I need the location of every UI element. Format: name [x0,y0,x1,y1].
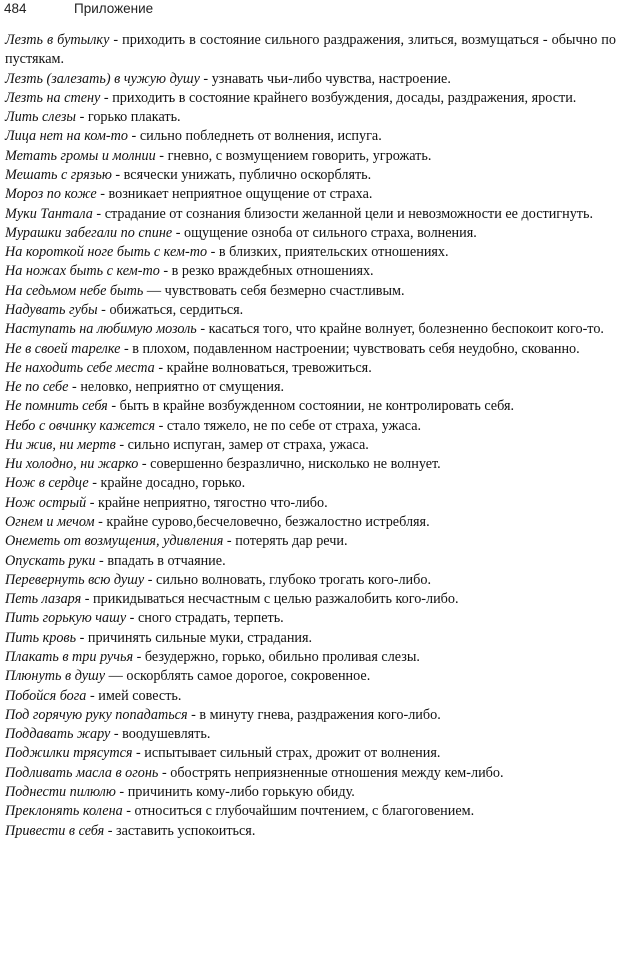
idiom-entry [5,783,616,802]
idiom-entry [5,127,616,146]
idiom-definition: воодушевлять. [122,726,211,743]
idiom-entry [5,147,616,166]
idiom-separator: - [128,128,140,145]
idiom-definition: быть в крайне возбужденном состоянии, не контролировать себя. [119,398,515,415]
idiom-term: Плюнуть в душу [5,668,106,685]
idiom-entry [5,513,616,532]
idiom-entry [5,224,616,243]
idiom-term: Ни холодно, ни жарко [5,456,139,473]
idiom-entry [5,70,616,89]
idiom-term: Привести в себя [5,822,105,839]
idiom-separator: - [138,456,151,473]
idiom-entry [5,378,616,397]
idiom-definition: всячески унижать, публично оскорблять. [123,166,372,183]
idiom-definition: ощущение озноба от сильного страха, волнения. [184,224,477,241]
idiom-separator: - [81,591,94,608]
idiom-definition: неловко, неприятно от смущения. [80,379,285,396]
idiom-definition: страдание от сознания близости желанной цели и невозможности ее достигнуть. [104,205,594,222]
idiom-entry [5,629,616,648]
idiom-term: Лезть на стену [5,89,101,106]
idiom-term: Лить слезы [5,109,77,126]
idiom-definition: оскорблять самое дорогое, сокровенное. [126,668,371,685]
idiom-term: Не находить себе места [5,359,155,376]
idiom-term: Небо с овчинку кажется [5,417,156,434]
idiom-definition: в близких, приятельских отношениях. [218,244,449,261]
idiom-separator: - [115,436,128,453]
idiom-separator: - [68,379,81,396]
idiom-entry [5,455,616,474]
idiom-definition: сного страдать, терпеть. [137,610,284,627]
idiom-term: Опускать руки [5,552,96,569]
idiom-term: Нож в сердце [5,475,89,492]
idiom-definition: сильно побледнеть от волнения, испуга. [139,128,382,145]
idiom-separator: - [86,494,98,511]
idiom-term: Огнем и мечом [5,514,95,531]
idiom-definition: потерять дар речи. [235,533,348,550]
idiom-entry [5,494,616,513]
idiom-separator: - [96,186,109,203]
idiom-entry [5,571,616,590]
idiom-separator: - [92,205,105,222]
idiom-definition: в минуту гнева, раздражения кого-либо. [199,706,441,723]
idiom-entry [5,89,616,108]
idiom-separator: - [159,263,172,280]
idiom-separator: - [110,726,123,743]
idiom-separator: - [126,610,138,627]
idiom-definition: имей совесть. [98,687,182,704]
idiom-entry [5,552,616,571]
page-header [4,1,153,19]
idiom-term: Не в своей тарелке [5,340,121,357]
idiom-separator: - [115,783,128,800]
idiom-term: Метать громы и молнии [5,147,156,164]
idiom-entry [5,609,616,628]
idiom-term: Наступать на любимую мозоль [5,321,197,338]
idiom-definition: безудержно, горько, обильно проливая слезы. [144,649,420,665]
idiom-term: Перевернуть всю душу [5,571,145,588]
idiom-definition: в резко враждебных отношениях. [171,263,374,280]
idiom-separator: — [143,282,165,299]
idiom-definition: прикидываться несчастным с целью разжалобить кого-либо. [93,591,459,608]
idiom-definition: чувствовать себя безмерно счастливым. [164,282,405,299]
idiom-entry [5,744,616,763]
idiom-entry [5,301,616,320]
idiom-term: Мурашки забегали по спине [5,224,173,241]
idiom-definition: сильно волновать, глубоко трогать кого-либо. [156,571,431,588]
idiom-entry [5,687,616,706]
idiom-term: Побойся бога [5,687,87,704]
idiom-term: Не помнить себя [5,398,108,415]
idiom-separator: - [132,745,145,762]
idiom-separator: - [154,359,167,376]
idiom-definition: приходить в состояние сильного раздражения, злиться, возмущаться - обычно по пустякам. [5,32,616,68]
idiom-entry [5,397,616,416]
idiom-term: Лезть (залезать) в чужую душу [5,70,200,87]
idiom-definition: обижаться, сердиться. [109,301,244,318]
idiom-term: Онеметь от возмущения, удивления [5,533,224,550]
page-number: 484 [4,1,27,16]
idiom-separator: - [223,533,236,550]
idiom-term: Лезть в бутылку [5,32,110,48]
idiom-entry [5,436,616,455]
idiom-separator: - [86,687,99,704]
idiom-definition: узнавать чьи-либо чувства, настроение. [211,70,451,87]
idiom-separator: - [207,244,219,261]
idiom-entry [5,648,616,667]
idiom-entry [5,282,616,301]
idiom-term: Поднести пилюлю [5,783,116,800]
idiom-definition: заставить успокоиться. [116,822,256,839]
idiom-definition: впадать в отчаяние. [107,552,226,569]
idiom-term: Плакать в три ручья [5,649,134,665]
idiom-term: Мороз по коже [5,186,97,203]
idiom-separator: - [122,803,135,820]
idiom-entry [5,320,616,339]
idiom-entry [5,166,616,185]
idiom-entry [5,532,616,551]
idiom-entry [5,243,616,262]
idiom-entry [5,108,616,127]
idiom-term: На седьмом небе быть [5,282,144,299]
idiom-separator: - [155,417,167,434]
idiom-definition: крайне волноваться, тревожиться. [166,359,372,376]
idiom-separator: - [172,224,185,241]
idiom-separator: - [97,301,110,318]
idiom-term: На короткой ноге быть с кем-то [5,244,208,261]
idiom-entry [5,725,616,744]
idiom-separator: - [199,70,212,87]
idiom-entry [5,185,616,204]
idiom-entry [5,340,616,359]
idiom-term: Нож острый [5,494,87,511]
idiom-separator: - [196,321,209,338]
idiom-term: Петь лазаря [5,591,82,608]
idiom-definition: крайне досадно, горько. [100,475,246,492]
running-title: Приложение [74,1,154,16]
idiom-entry [5,667,616,686]
idiom-definition: касаться того, что крайне волнует, болезненно беспокоит кого-то. [208,321,604,338]
idiom-term: Надувать губы [5,301,98,318]
idiom-definition: стало тяжело, не по себе от страха, ужаса. [166,417,422,434]
idiom-entry [5,474,616,493]
idiom-definition: крайне неприятно, тягостно что-либо. [98,494,328,511]
idiom-definition: обострять неприязненные отношения между кем-либо. [170,764,504,781]
idiom-separator: - [76,109,88,126]
idiom-term: Пить горькую чашу [5,610,127,627]
idiom-separator: - [120,340,133,357]
idiom-list [5,31,616,841]
idiom-definition: относиться с глубочайшим почтением, с благоговением. [134,803,475,820]
idiom-separator: - [111,166,124,183]
idiom-definition: причинить кому-либо горькую обиду. [127,783,355,800]
idiom-entry [5,262,616,281]
idiom-definition: испытывает сильный страх, дрожит от волнения. [144,745,441,762]
idiom-definition: горько плакать. [87,109,181,126]
idiom-separator: - [94,514,107,531]
idiom-term: Ни жив, ни мертв [5,436,116,453]
idiom-separator: - [100,89,113,106]
idiom-entry [5,764,616,783]
idiom-definition: причинять сильные муки, страдания. [87,629,313,646]
idiom-definition: приходить в состояние крайнего возбуждения, досады, раздражения, ярости. [112,89,577,106]
idiom-entry [5,802,616,821]
idiom-separator: - [76,629,88,646]
idiom-separator: - [155,147,168,164]
idiom-separator: - [158,764,171,781]
idiom-term: Лица нет на ком-то [5,128,128,145]
idiom-term: Поддавать жару [5,726,111,743]
idiom-separator: — [105,668,127,685]
idiom-separator: - [109,32,123,48]
idiom-definition: крайне сурово,бесчеловечно, безжалостно истребляя. [106,514,430,531]
idiom-definition: гневно, с возмущением говорить, угрожать. [167,147,432,164]
idiom-separator: - [104,822,117,839]
idiom-separator: - [187,706,200,723]
idiom-term: Подливать масла в огонь [5,764,159,781]
idiom-separator: - [107,398,120,415]
idiom-definition: возникает неприятное ощущение от страха. [108,186,373,203]
idiom-term: Поджилки трясутся [5,745,133,762]
idiom-term: На ножах быть с кем-то [5,263,160,280]
idiom-entry [5,417,616,436]
idiom-entry [5,822,616,841]
idiom-entry [5,205,616,224]
idiom-definition: совершенно безразлично, нисколько не волнует. [150,456,441,473]
idiom-definition: сильно испуган, замер от страха, ужаса. [127,436,369,453]
idiom-term: Под горячую руку попадаться [5,706,188,723]
idiom-entry [5,359,616,378]
idiom-term: Муки Тантала [5,205,93,222]
idiom-term: Пить кровь [5,629,77,646]
idiom-term: Мешать с грязью [5,166,112,183]
idiom-entry [5,31,616,70]
idiom-separator: - [133,649,145,665]
idiom-entry [5,590,616,609]
idiom-term: Не по себе [5,379,69,396]
idiom-term: Преклонять колена [5,803,123,820]
idiom-separator: - [88,475,101,492]
idiom-separator: - [95,552,108,569]
idiom-separator: - [144,571,157,588]
idiom-entry [5,706,616,725]
idiom-definition: в плохом, подавленном настроении; чувствовать себя неудобно, скованно. [132,340,580,357]
